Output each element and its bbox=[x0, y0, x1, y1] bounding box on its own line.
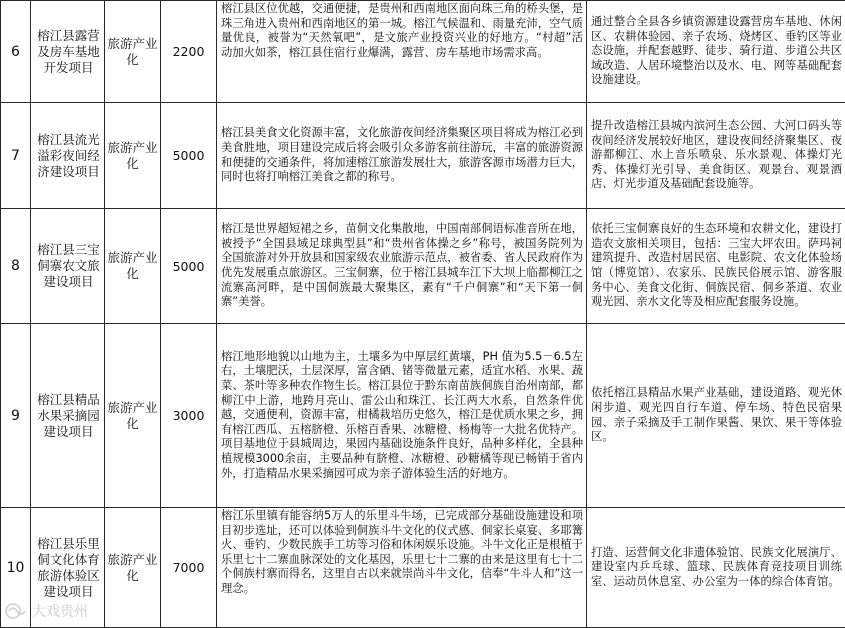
table-row bbox=[1, 324, 845, 508]
project-name: 榕江县三宝侗寨农文旅建设项目 bbox=[31, 209, 105, 324]
table-row bbox=[1, 508, 845, 628]
construction-content: 打造、运营侗文化非遗体验馆、民族文化展演厅、建设室内乒乓球、篮球、民族体育竞技项目训练室、运动员休息室、办公室为一体的综合体育馆。 bbox=[587, 508, 845, 628]
watermark bbox=[4, 600, 88, 622]
investment-amount: 2200 bbox=[161, 1, 217, 103]
construction-content: 依托榕江县精品水果产业基础，建设道路、观光休闲步道、观光四自行车道、停车场、特色民宿果园、亲子采摘及手工制作果酱、果饮、果干等体验区。 bbox=[587, 324, 845, 508]
project-description: 榕江乐里镇有能容纳5万人的乐里斗牛场，已完成部分基础设施建设和项目初步选址，还可以体验到侗族斗牛文化的仪式感、侗家长桌宴、多耶篝火、垂钓、少数民族手工坊等习俗和休闲娱乐设施。斗牛文化正是根植于乐里七十二寨血脉深处的文化基因，乐里七十二寨的由来是这里有七十二个侗族村寨而得名，这里自古以来就崇尚斗牛文化，信奉“牛斗人和”这一理念。 bbox=[217, 508, 587, 628]
investment-amount: 3000 bbox=[161, 324, 217, 508]
project-type: 旅游产业化 bbox=[105, 508, 161, 628]
table-row bbox=[1, 103, 845, 209]
project-description: 榕江县区位优越，交通便捷，是贵州和西南地区面向珠三角的桥头堡，是珠三角进入贵州和西南地区的第一城。榕江气候温和、雨量充沛，空气质量优良，被誉为“天然氧吧”，是文旅产业投资兴业的好地方。“村超”活动加火如茶，榕江县住宿行业爆满，露营、房车基地市场需求高。 bbox=[217, 1, 587, 103]
project-type: 旅游产业化 bbox=[105, 209, 161, 324]
investment-amount: 7000 bbox=[161, 508, 217, 628]
project-type: 旅游产业化 bbox=[105, 103, 161, 209]
project-name: 榕江县乐里侗文化体育旅游体验区建设项目 bbox=[31, 508, 105, 628]
investment-amount: 5000 bbox=[161, 209, 217, 324]
row-number: 8 bbox=[1, 209, 31, 324]
construction-content: 通过整合全县各乡镇资源建设露营房车基地、休闲区、农耕体验园、亲子农场、烧烤区、垂钓区等业态设施，并配套越野、徒步、骑行道、步道公共区域改造、人居环境整治以及水、电、网等基础配套设施建设。 bbox=[587, 1, 845, 103]
project-name: 榕江县流光溢彩夜间经济建设项目 bbox=[31, 103, 105, 209]
investment-amount: 5000 bbox=[161, 103, 217, 209]
watermark-text: 大戏贵州 bbox=[32, 604, 88, 620]
project-type: 旅游产业化 bbox=[105, 1, 161, 103]
row-number: 6 bbox=[1, 1, 31, 103]
project-name: 榕江县精品水果采摘园建设项目 bbox=[31, 324, 105, 508]
row-number: 10 bbox=[1, 508, 31, 628]
table-row bbox=[1, 1, 845, 103]
table-row bbox=[1, 209, 845, 324]
row-number: 9 bbox=[1, 324, 31, 508]
construction-content: 提升改造榕江县城内滨河生态公园、大河口码头等夜间经济发展较好地区，建设夜间经济聚集区、夜游都柳江、水上音乐喷泉、乐水景观、体操灯光秀、体操灯光引导、美食街区、观景台、观景酒店、灯光步道及基础配套设施等。 bbox=[587, 103, 845, 209]
project-description: 榕江地形地貌以山地为主，土壤多为中厚层红黄壤，PH 值为5.5－6.5左右，土壤肥沃，土层深厚，富含硒、锗等微量元素，适宜水稻、水果、蔬菜、茶叶等多种农作物生长。榕江县位于黔东南苗族侗族自治州南部，都柳江中上游，地跨月亮山、雷公山和珠江、长江两大水系，自然条件优越，交通便利，资源丰富，柑橘栽培历史悠久，榕江是优质水果之乡，拥有榕江西瓜、五榕脐橙、乐榕百香果、冰糖橙、杨梅等一大批名优特产。项目基地位于县城周边，果园内基础设施条件良好，品种多样化，全县种植规模3000余亩，主要品种有脐橙、冰糖橙、砂糖橘等现已畅销于省内外，打造精品水果采摘园可成为亲子游体验生活的好地方。 bbox=[217, 324, 587, 508]
project-description: 榕江是世界超短裙之乡，苗侗文化集散地，中国南部侗语标准音所在地，被授予“全国县域足球典型县”和“贵州省体操之乡”称号，被国务院列为全国旅游对外开放县和国家级农业旅游示范点，被省委、省人民政府作为优先发展重点旅游区。三宝侗寨，位于榕江县城车江下大坝上临都柳江之流寨高河畔，是中国侗族最大聚集区，素有“千户侗寨”和“天下第一侗寨”美誉。 bbox=[217, 209, 587, 324]
project-name: 榕江县露营及房车基地开发项目 bbox=[31, 1, 105, 103]
construction-content: 依托三宝侗寨良好的生态环境和农耕文化，建设打造农文旅相关项目，包括：三宝大坪农田。萨玛祠建筑提升、改造村居民宿、电影院、农文化体验场馆（博览馆）、农家乐、民族民俗展示馆、游客服务中心、美食文化街、侗族民宿、侗乡茶道、农业观光园、亲水文化等及相应配套服务设施。 bbox=[587, 209, 845, 324]
watermark-logo-icon bbox=[4, 601, 30, 621]
project-description: 榕江县美食文化资源丰富，文化旅游夜间经济集聚区项目将成为榕江必到美食胜地，项目建设完成后将会吸引众多游客前往游玩，丰富的旅游资源和便捷的交通条件，将加速榕江旅游发展壮大，旅游客源市场潜力巨大，同时也将打响榕江美食之都的称号。 bbox=[217, 103, 587, 209]
project-type: 旅游产业化 bbox=[105, 324, 161, 508]
row-number: 7 bbox=[1, 103, 31, 209]
